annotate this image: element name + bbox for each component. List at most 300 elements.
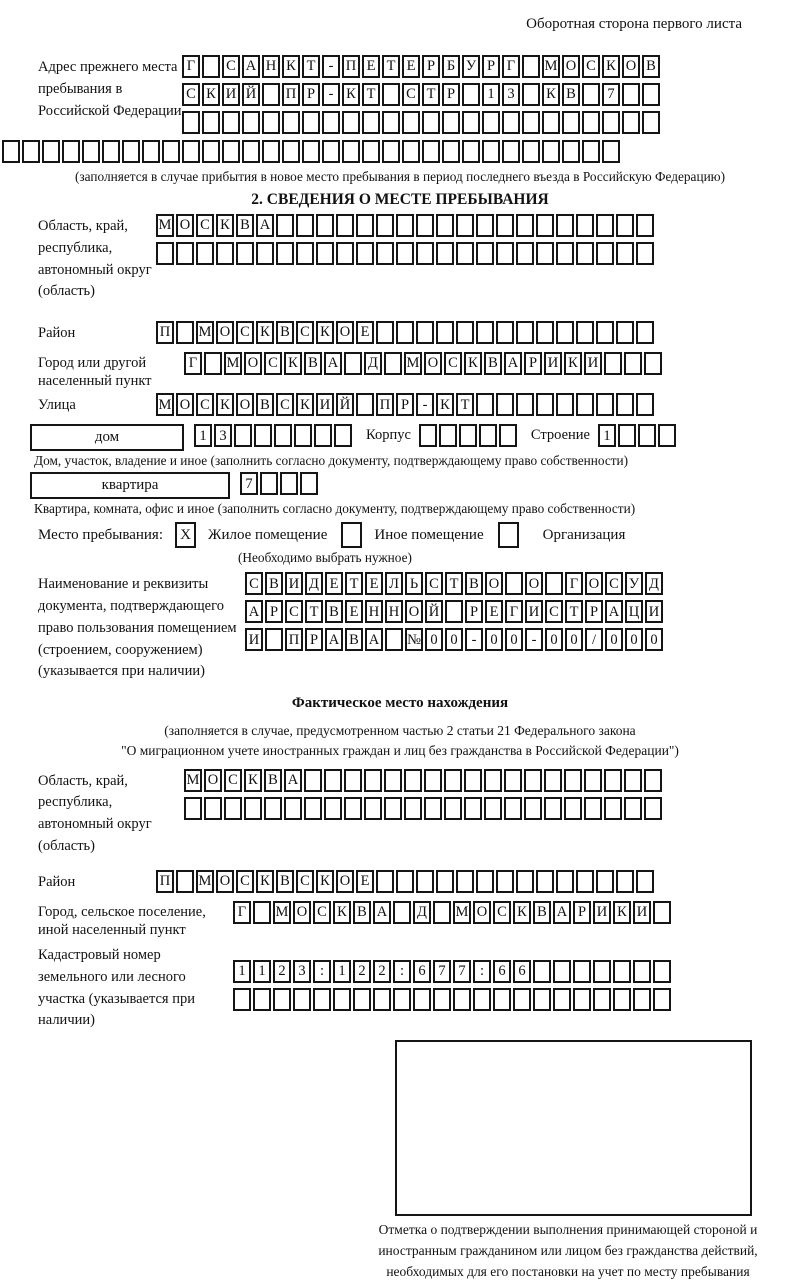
char-cell[interactable]	[396, 242, 414, 265]
char-cell[interactable]	[364, 769, 382, 792]
stay-type-checkbox-other[interactable]	[341, 522, 362, 548]
char-cell[interactable]: О	[336, 321, 354, 344]
char-cell[interactable]	[604, 352, 622, 375]
char-cell[interactable]	[596, 242, 614, 265]
char-cell[interactable]: Ь	[405, 572, 423, 595]
char-cell[interactable]: В	[353, 901, 371, 924]
char-cell[interactable]: А	[256, 214, 274, 237]
house-type-field[interactable]: дом	[30, 424, 184, 451]
char-cell[interactable]: С	[605, 572, 623, 595]
char-cell[interactable]	[462, 140, 480, 163]
char-cell[interactable]	[280, 472, 298, 495]
char-cell[interactable]	[536, 214, 554, 237]
char-cell[interactable]: А	[324, 352, 342, 375]
char-cell[interactable]	[536, 393, 554, 416]
char-cell[interactable]	[2, 140, 20, 163]
char-cell[interactable]: П	[156, 870, 174, 893]
char-cell[interactable]: 0	[445, 628, 463, 651]
char-cell[interactable]: Т	[565, 600, 583, 623]
char-cell[interactable]: А	[553, 901, 571, 924]
char-cell[interactable]: С	[285, 600, 303, 623]
char-cell[interactable]: П	[156, 321, 174, 344]
char-cell[interactable]	[496, 321, 514, 344]
char-cell[interactable]: Г	[505, 600, 523, 623]
char-cell[interactable]	[424, 797, 442, 820]
char-cell[interactable]: К	[513, 901, 531, 924]
char-cell[interactable]: А	[504, 352, 522, 375]
char-cell[interactable]	[524, 797, 542, 820]
char-cell[interactable]	[253, 901, 271, 924]
char-cell[interactable]: Р	[265, 600, 283, 623]
char-cell[interactable]	[364, 797, 382, 820]
char-cell[interactable]	[322, 111, 340, 134]
char-cell[interactable]	[536, 870, 554, 893]
char-cell[interactable]	[254, 424, 272, 447]
char-cell[interactable]: 7	[602, 83, 620, 106]
char-cell[interactable]: И	[285, 572, 303, 595]
char-cell[interactable]: К	[244, 769, 262, 792]
char-cell[interactable]	[545, 572, 563, 595]
char-cell[interactable]	[204, 797, 222, 820]
char-cell[interactable]: М	[453, 901, 471, 924]
char-cell[interactable]: 0	[605, 628, 623, 651]
char-cell[interactable]	[444, 797, 462, 820]
char-cell[interactable]	[304, 797, 322, 820]
char-cell[interactable]	[182, 111, 200, 134]
char-cell[interactable]: М	[196, 870, 214, 893]
char-cell[interactable]	[564, 769, 582, 792]
char-cell[interactable]	[376, 321, 394, 344]
char-cell[interactable]: 7	[453, 960, 471, 983]
char-cell[interactable]	[334, 424, 352, 447]
char-cell[interactable]	[422, 140, 440, 163]
char-cell[interactable]: Т	[305, 600, 323, 623]
char-cell[interactable]: О	[244, 352, 262, 375]
char-cell[interactable]	[496, 870, 514, 893]
char-cell[interactable]	[596, 214, 614, 237]
char-cell[interactable]	[522, 83, 540, 106]
char-cell[interactable]	[416, 214, 434, 237]
char-cell[interactable]: Н	[262, 55, 280, 78]
char-cell[interactable]	[636, 870, 654, 893]
char-cell[interactable]	[304, 769, 322, 792]
char-cell[interactable]: 1	[194, 424, 212, 447]
char-cell[interactable]: И	[544, 352, 562, 375]
char-cell[interactable]	[184, 797, 202, 820]
char-cell[interactable]	[182, 140, 200, 163]
char-cell[interactable]	[436, 321, 454, 344]
char-cell[interactable]: Т	[422, 83, 440, 106]
char-cell[interactable]	[502, 111, 520, 134]
char-cell[interactable]: Е	[356, 321, 374, 344]
char-cell[interactable]: В	[325, 600, 343, 623]
char-cell[interactable]	[456, 214, 474, 237]
char-cell[interactable]	[653, 901, 671, 924]
char-cell[interactable]	[262, 111, 280, 134]
char-cell[interactable]	[456, 321, 474, 344]
char-cell[interactable]	[373, 988, 391, 1011]
char-cell[interactable]	[524, 769, 542, 792]
char-cell[interactable]: К	[256, 870, 274, 893]
char-cell[interactable]: Р	[302, 83, 320, 106]
char-cell[interactable]: Т	[445, 572, 463, 595]
char-cell[interactable]	[542, 111, 560, 134]
char-cell[interactable]	[296, 214, 314, 237]
char-cell[interactable]: Р	[465, 600, 483, 623]
char-cell[interactable]: Й	[425, 600, 443, 623]
char-cell[interactable]	[416, 242, 434, 265]
stay-type-checkbox-organization[interactable]	[498, 522, 519, 548]
char-cell[interactable]: К	[602, 55, 620, 78]
char-cell[interactable]: К	[333, 901, 351, 924]
char-cell[interactable]: 1	[333, 960, 351, 983]
char-cell[interactable]	[402, 140, 420, 163]
char-cell[interactable]: О	[473, 901, 491, 924]
char-cell[interactable]	[616, 870, 634, 893]
char-cell[interactable]	[282, 140, 300, 163]
char-cell[interactable]: К	[316, 870, 334, 893]
char-cell[interactable]: А	[245, 600, 263, 623]
char-cell[interactable]: С	[196, 214, 214, 237]
char-cell[interactable]: №	[405, 628, 423, 651]
char-cell[interactable]	[436, 242, 454, 265]
char-cell[interactable]	[293, 988, 311, 1011]
char-cell[interactable]: С	[276, 393, 294, 416]
char-cell[interactable]	[244, 797, 262, 820]
char-cell[interactable]: М	[404, 352, 422, 375]
char-cell[interactable]	[556, 393, 574, 416]
char-cell[interactable]	[636, 242, 654, 265]
char-cell[interactable]: Д	[305, 572, 323, 595]
char-cell[interactable]: :	[393, 960, 411, 983]
char-cell[interactable]	[316, 214, 334, 237]
char-cell[interactable]: Т	[382, 55, 400, 78]
char-cell[interactable]: С	[402, 83, 420, 106]
char-cell[interactable]	[582, 111, 600, 134]
char-cell[interactable]	[482, 111, 500, 134]
char-cell[interactable]	[604, 769, 622, 792]
char-cell[interactable]: :	[313, 960, 331, 983]
char-cell[interactable]: 3	[502, 83, 520, 106]
char-cell[interactable]	[613, 988, 631, 1011]
char-cell[interactable]	[344, 769, 362, 792]
char-cell[interactable]	[533, 988, 551, 1011]
char-cell[interactable]: В	[304, 352, 322, 375]
char-cell[interactable]: С	[245, 572, 263, 595]
char-cell[interactable]	[202, 55, 220, 78]
char-cell[interactable]: 0	[565, 628, 583, 651]
char-cell[interactable]	[262, 83, 280, 106]
char-cell[interactable]	[584, 797, 602, 820]
char-cell[interactable]: О	[622, 55, 640, 78]
char-cell[interactable]: С	[425, 572, 443, 595]
char-cell[interactable]	[544, 797, 562, 820]
char-cell[interactable]: А	[284, 769, 302, 792]
char-cell[interactable]: 0	[425, 628, 443, 651]
char-cell[interactable]: В	[465, 572, 483, 595]
char-cell[interactable]	[313, 988, 331, 1011]
char-cell[interactable]	[596, 870, 614, 893]
char-cell[interactable]	[356, 242, 374, 265]
char-cell[interactable]	[433, 988, 451, 1011]
char-cell[interactable]: К	[613, 901, 631, 924]
char-cell[interactable]: Р	[442, 83, 460, 106]
char-cell[interactable]: Е	[485, 600, 503, 623]
char-cell[interactable]	[533, 960, 551, 983]
char-cell[interactable]: Т	[456, 393, 474, 416]
char-cell[interactable]	[633, 960, 651, 983]
char-cell[interactable]	[356, 214, 374, 237]
char-cell[interactable]	[562, 111, 580, 134]
char-cell[interactable]	[445, 600, 463, 623]
char-cell[interactable]	[493, 988, 511, 1011]
char-cell[interactable]: Л	[385, 572, 403, 595]
char-cell[interactable]: М	[542, 55, 560, 78]
char-cell[interactable]: К	[464, 352, 482, 375]
char-cell[interactable]	[576, 242, 594, 265]
char-cell[interactable]	[522, 111, 540, 134]
char-cell[interactable]: О	[336, 870, 354, 893]
char-cell[interactable]	[204, 352, 222, 375]
char-cell[interactable]	[385, 628, 403, 651]
char-cell[interactable]: И	[222, 83, 240, 106]
char-cell[interactable]: К	[564, 352, 582, 375]
char-cell[interactable]	[642, 111, 660, 134]
char-cell[interactable]: 0	[645, 628, 663, 651]
apartment-type-field[interactable]: квартира	[30, 472, 230, 499]
char-cell[interactable]: П	[285, 628, 303, 651]
char-cell[interactable]: Р	[482, 55, 500, 78]
char-cell[interactable]	[202, 111, 220, 134]
char-cell[interactable]: О	[204, 769, 222, 792]
char-cell[interactable]	[504, 769, 522, 792]
char-cell[interactable]	[356, 393, 374, 416]
char-cell[interactable]	[496, 242, 514, 265]
char-cell[interactable]	[633, 988, 651, 1011]
char-cell[interactable]	[376, 870, 394, 893]
char-cell[interactable]: П	[342, 55, 360, 78]
char-cell[interactable]: Д	[645, 572, 663, 595]
char-cell[interactable]	[264, 797, 282, 820]
char-cell[interactable]	[476, 242, 494, 265]
char-cell[interactable]: М	[196, 321, 214, 344]
char-cell[interactable]: 7	[240, 472, 258, 495]
char-cell[interactable]: С	[493, 901, 511, 924]
char-cell[interactable]	[314, 424, 332, 447]
char-cell[interactable]	[622, 83, 640, 106]
char-cell[interactable]: М	[156, 214, 174, 237]
char-cell[interactable]	[593, 960, 611, 983]
char-cell[interactable]	[576, 393, 594, 416]
char-cell[interactable]: Е	[345, 600, 363, 623]
char-cell[interactable]	[644, 797, 662, 820]
char-cell[interactable]: -	[525, 628, 543, 651]
char-cell[interactable]	[396, 321, 414, 344]
char-cell[interactable]: О	[562, 55, 580, 78]
char-cell[interactable]: Г	[182, 55, 200, 78]
char-cell[interactable]	[473, 988, 491, 1011]
char-cell[interactable]	[382, 83, 400, 106]
char-cell[interactable]: К	[296, 393, 314, 416]
char-cell[interactable]	[324, 797, 342, 820]
char-cell[interactable]	[436, 214, 454, 237]
char-cell[interactable]	[576, 214, 594, 237]
char-cell[interactable]	[222, 111, 240, 134]
char-cell[interactable]	[353, 988, 371, 1011]
char-cell[interactable]	[404, 797, 422, 820]
char-cell[interactable]: 1	[233, 960, 251, 983]
stay-type-checkbox-residential[interactable]: X	[175, 522, 196, 548]
char-cell[interactable]	[613, 960, 631, 983]
char-cell[interactable]: О	[585, 572, 603, 595]
char-cell[interactable]: -	[322, 55, 340, 78]
char-cell[interactable]: К	[542, 83, 560, 106]
char-cell[interactable]	[42, 140, 60, 163]
char-cell[interactable]	[393, 988, 411, 1011]
char-cell[interactable]: И	[245, 628, 263, 651]
char-cell[interactable]: И	[645, 600, 663, 623]
char-cell[interactable]	[416, 870, 434, 893]
char-cell[interactable]: П	[282, 83, 300, 106]
char-cell[interactable]: Д	[364, 352, 382, 375]
char-cell[interactable]	[556, 870, 574, 893]
char-cell[interactable]: Р	[422, 55, 440, 78]
char-cell[interactable]	[456, 870, 474, 893]
char-cell[interactable]: Т	[345, 572, 363, 595]
char-cell[interactable]: В	[642, 55, 660, 78]
char-cell[interactable]	[316, 242, 334, 265]
char-cell[interactable]: 0	[625, 628, 643, 651]
char-cell[interactable]: А	[373, 901, 391, 924]
char-cell[interactable]: Р	[305, 628, 323, 651]
char-cell[interactable]	[102, 140, 120, 163]
char-cell[interactable]	[382, 140, 400, 163]
char-cell[interactable]: М	[273, 901, 291, 924]
char-cell[interactable]	[362, 140, 380, 163]
char-cell[interactable]	[413, 988, 431, 1011]
char-cell[interactable]: 0	[545, 628, 563, 651]
char-cell[interactable]	[593, 988, 611, 1011]
char-cell[interactable]	[122, 140, 140, 163]
char-cell[interactable]: Н	[365, 600, 383, 623]
char-cell[interactable]: 0	[485, 628, 503, 651]
char-cell[interactable]	[482, 140, 500, 163]
char-cell[interactable]	[624, 352, 642, 375]
char-cell[interactable]: /	[585, 628, 603, 651]
char-cell[interactable]	[242, 111, 260, 134]
char-cell[interactable]: В	[256, 393, 274, 416]
char-cell[interactable]	[556, 214, 574, 237]
char-cell[interactable]	[616, 393, 634, 416]
char-cell[interactable]: С	[222, 55, 240, 78]
char-cell[interactable]: И	[593, 901, 611, 924]
char-cell[interactable]: С	[264, 352, 282, 375]
char-cell[interactable]	[202, 140, 220, 163]
char-cell[interactable]	[282, 111, 300, 134]
char-cell[interactable]: Т	[362, 83, 380, 106]
char-cell[interactable]	[476, 393, 494, 416]
char-cell[interactable]	[516, 321, 534, 344]
char-cell[interactable]	[573, 988, 591, 1011]
char-cell[interactable]	[522, 140, 540, 163]
char-cell[interactable]	[196, 242, 214, 265]
char-cell[interactable]	[596, 321, 614, 344]
char-cell[interactable]: Й	[242, 83, 260, 106]
char-cell[interactable]	[260, 472, 278, 495]
char-cell[interactable]	[176, 321, 194, 344]
char-cell[interactable]: К	[284, 352, 302, 375]
char-cell[interactable]	[516, 393, 534, 416]
char-cell[interactable]	[602, 111, 620, 134]
char-cell[interactable]	[404, 769, 422, 792]
char-cell[interactable]	[522, 55, 540, 78]
char-cell[interactable]: С	[182, 83, 200, 106]
char-cell[interactable]: С	[224, 769, 242, 792]
char-cell[interactable]: В	[562, 83, 580, 106]
char-cell[interactable]	[442, 111, 460, 134]
char-cell[interactable]	[584, 769, 602, 792]
char-cell[interactable]: О	[405, 600, 423, 623]
char-cell[interactable]	[516, 870, 534, 893]
char-cell[interactable]	[476, 321, 494, 344]
char-cell[interactable]	[556, 242, 574, 265]
char-cell[interactable]: Б	[442, 55, 460, 78]
char-cell[interactable]: Ц	[625, 600, 643, 623]
char-cell[interactable]	[396, 870, 414, 893]
char-cell[interactable]	[573, 960, 591, 983]
char-cell[interactable]: Г	[184, 352, 202, 375]
char-cell[interactable]: Д	[413, 901, 431, 924]
char-cell[interactable]	[342, 111, 360, 134]
char-cell[interactable]	[419, 424, 437, 447]
char-cell[interactable]	[582, 140, 600, 163]
char-cell[interactable]	[142, 140, 160, 163]
char-cell[interactable]: 2	[353, 960, 371, 983]
char-cell[interactable]: К	[256, 321, 274, 344]
char-cell[interactable]	[582, 83, 600, 106]
char-cell[interactable]: 1	[482, 83, 500, 106]
char-cell[interactable]: О	[293, 901, 311, 924]
char-cell[interactable]: -	[416, 393, 434, 416]
char-cell[interactable]	[618, 424, 636, 447]
char-cell[interactable]	[653, 988, 671, 1011]
char-cell[interactable]: Н	[385, 600, 403, 623]
char-cell[interactable]	[22, 140, 40, 163]
char-cell[interactable]	[233, 988, 251, 1011]
char-cell[interactable]	[322, 140, 340, 163]
char-cell[interactable]: В	[276, 870, 294, 893]
char-cell[interactable]	[536, 242, 554, 265]
char-cell[interactable]: М	[224, 352, 242, 375]
char-cell[interactable]: А	[605, 600, 623, 623]
char-cell[interactable]	[276, 214, 294, 237]
char-cell[interactable]	[344, 352, 362, 375]
char-cell[interactable]	[544, 769, 562, 792]
char-cell[interactable]	[256, 242, 274, 265]
char-cell[interactable]	[642, 83, 660, 106]
char-cell[interactable]: 0	[505, 628, 523, 651]
char-cell[interactable]	[216, 242, 234, 265]
char-cell[interactable]	[636, 393, 654, 416]
char-cell[interactable]: 6	[413, 960, 431, 983]
char-cell[interactable]: -	[322, 83, 340, 106]
char-cell[interactable]: 7	[433, 960, 451, 983]
char-cell[interactable]: 6	[513, 960, 531, 983]
char-cell[interactable]	[496, 393, 514, 416]
char-cell[interactable]: О	[485, 572, 503, 595]
char-cell[interactable]: О	[176, 393, 194, 416]
char-cell[interactable]: А	[325, 628, 343, 651]
